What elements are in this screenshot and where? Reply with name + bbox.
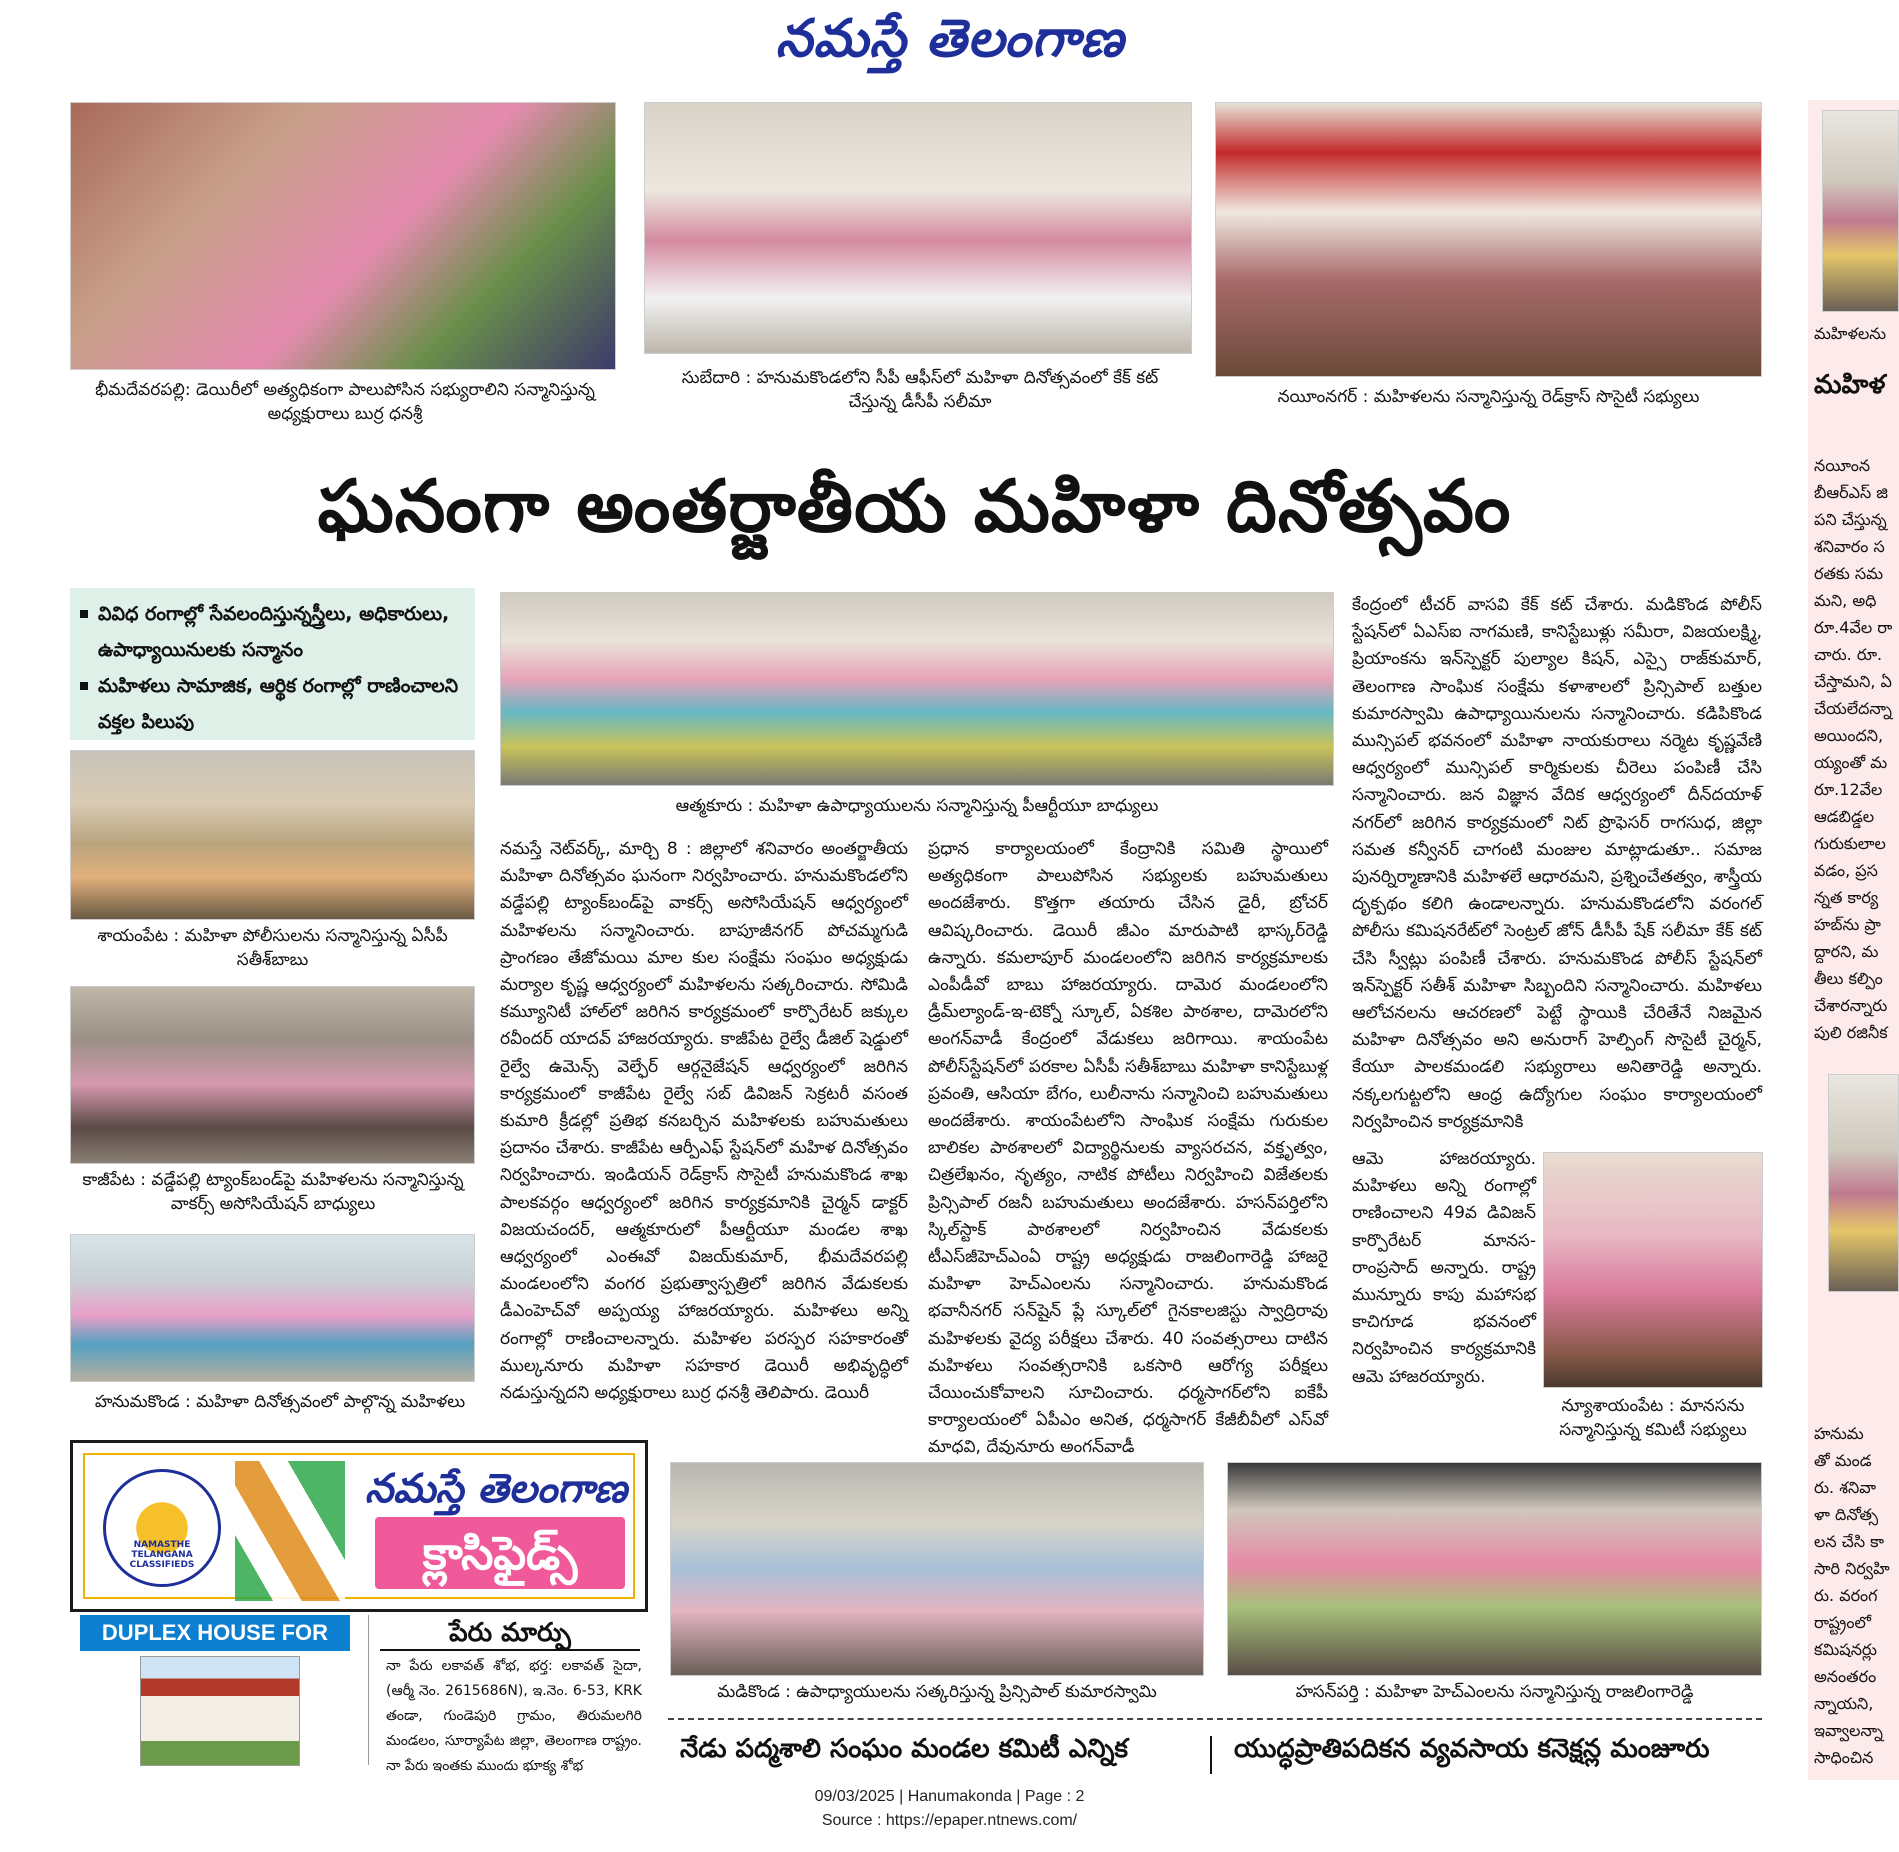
stripes-decoration <box>235 1461 345 1601</box>
classifieds-banner[interactable] <box>70 1440 648 1612</box>
main-headline: ఘనంగా అంతర్జాతీయ మహిళా దినోత్సవం <box>317 463 1512 548</box>
adjacent-text: నయీంన బీఆర్ఎస్ జి పని చేస్తున్న శనివారం స రతకు సమ మని, అధి రూ.4వేల రా చారు. రూ. చేస్తామని, ఏ చేయలేదన్నా అయిందని, య్యంతో మ రూ.12వేల ఆడబిడ్డల గురుకులాల వడం, ప్రస న్నత కార్య హబ్‌ను ప్రా ద్దారని, మ తీలు కల్పిం చేశారన్నారు పులి రజినీక <box>1814 456 1893 1042</box>
photo-caption: న్యూశాయంపేట : మానసను సన్మానిస్తున్న కమిటీ సభ్యులు <box>1559 1396 1747 1440</box>
classifieds-title: క్లాసిఫైడ్స్ <box>375 1517 625 1589</box>
article-column-3: కేంద్రంలో టీచర్ వాసవి కేక్ కట్ చేశారు. మడికొండ పోలీస్ స్టేషన్‌లో ఏఎస్ఐ నాగమణి, కానిస్టేబుళ్లు సమీరా, విజయలక్ష్మి, ప్రియాంకను ఇన్‌స్పెక్టర్ పుల్యాల కిషన్, ఎస్సై రాజ్‌కుమార్, తెలంగాణ సాంఘిక సంక్షేమ కళాశాలలో ప్రిన్సిపాల్ బత్తుల కుమారస్వామి ఉపాధ్యాయినులను సన్మానించారు. కడిపికొండ మున్సిపల్ భవనంలో మహిళా నాయకురాలు నర్మెట కృష్ణవేణి ఆధ్వర్యంలో మున్సిపల్ కార్మికులకు చీరెలు పంపిణీ చేసి సన్మానించారు. జన విజ్ఞాన వేదిక ఆధ్వర్యంలో దీన్‌దయాళ్ నగర్‌లో జరిగిన కార్యక్రమంలో నిట్ ప్రొఫెసర్ రాగసుధ, జిల్లా సమత కన్వీనర్ చాగంటి మంజుల మాట్లాడుతూ.. సమాజ పునర్నిర్మాణానికి మహిళలే ఆధారమని, ప్రశ్నించేతత్వం, శాస్త్రీయ దృక్పథం కలిగి ఉండాలన్నారు. హనుమకొండలోని వరంగల్ పోలీసు కమిషనరేట్‌లో సెంట్రల్ జోన్ డీసీపీ షేక్ సలీమా కేక్ కట్ చేసి స్వీట్లు పంపిణీ చేశారు. హనుమకొండ పోలీస్ స్టేషన్‌లో ఇన్‌స్పెక్టర్ సతీశ్ మహిళా సిబ్బందిని సన్మానించారు. మహిళలు ఆలోచనలను ఆచరణలో పెట్టే స్థాయికి చేరితేనే నిజమైన మహిళా దినోత్సవం అని అనురాగ్ హెల్పింగ్ సొసైటీ చైర్మన్, కేయూ పాలకమండలి సభ్యురాలు అనితారెడ్డి అన్నారు. నక్కలగుట్టలోని ఆంధ్ర ఉద్యోగుల సంఘం కార్యాలయంలో నిర్వహించిన కార్యక్రమానికి <box>1352 595 1762 1132</box>
photo-madikonda[interactable] <box>670 1462 1204 1676</box>
photo-caption: భీమదేవరపల్లి: డెయిరీలో అత్యధికంగా పాలుపోసిన సభ్యురాలిని సన్మానిస్తున్న అధ్యక్షురాలు బుర్ర ధనశ్రీ <box>95 380 595 424</box>
photo-hasanparthy[interactable] <box>1227 1462 1762 1676</box>
bullet-icon <box>80 682 88 690</box>
photo-adjacent-top[interactable] <box>1822 110 1899 312</box>
adjacent-caption: మహిళలను <box>1814 324 1887 343</box>
photo-caption: శాయంపేట : మహిళా పోలీసులను సన్మానిస్తున్న ఏసీపీ సతీశ్‌బాబు <box>97 926 448 970</box>
highlight-item: వివిధ రంగాల్లో సేవలందిస్తున్నస్త్రీలు, అధికారులు, ఉపాధ్యాయినులకు సన్మానం <box>80 596 465 668</box>
photo-caption: మడికొండ : ఉపాధ్యాయులను సత్కరిస్తున్న ప్రిన్సిపాల్ కుమారస్వామి <box>717 1682 1157 1702</box>
adjacent-text-2: హనుమ తో మండ రు. శనివా ళా దినోత్స లన చేసి కా సారి నిర్వహి రు. వరంగ రాష్ట్రంలో కమిషనర్లు అనంతరం న్నాయని, ఇవ్వాలన్నా సాధించిన <box>1814 1424 1890 1767</box>
ad-divider <box>368 1615 369 1765</box>
highlights-box <box>70 588 475 740</box>
ad-name-change-title[interactable]: పేరు మార్పు <box>380 1615 640 1651</box>
footer-source-link[interactable]: Source : https://epaper.ntnews.com/ <box>821 1812 1078 1829</box>
classifieds-seal-icon: NAMASTHE TELANGANA CLASSIFIEDS <box>103 1469 221 1587</box>
photo-adjacent-bottom[interactable] <box>1828 1074 1899 1292</box>
photo-caption: కాజీపేట : వడ్డేపల్లి ట్యాంక్‌బండ్‌పై మహిళలను సన్మానిస్తున్న వాకర్స్ అసోసియేషన్ బాధ్యులు <box>82 1170 464 1214</box>
footer-date-page: 09/03/2025 | Hanumakonda | Page : 2 <box>814 1788 1085 1805</box>
article-column-3b: ఆమె హాజరయ్యారు. మహిళలు అన్ని రంగాల్లో రాణించాలని 49వ డివిజన్ కార్పొరేటర్ మానస-రాంప్రసాద్ అన్నారు. రాష్ట్ర మున్నూరు కాపు మహాసభ కాచిగూడ భవనంలో నిర్వహించిన కార్యక్రమానికి ఆమె హాజరయ్యారు. <box>1352 1149 1536 1387</box>
article-column-2: ప్రధాన కార్యాలయంలో కేంద్రానికి సమితి స్థాయిలో అత్యధికంగా పాలుపోసిన సభ్యులకు బహుమతులు అందజేశారు. కొత్తగా తయారు చేసిన డైరీ, బ్రోచర్ ఆవిష్కరించారు. డెయిరీ జీఎం మారుపాటి భాస్కర్‌రెడ్డి ఉన్నారు. కమలాపూర్ మండలంలోని జరిగిన కార్యక్రమాలకు ఎంపీడీవో బాబు హాజరయ్యారు. దామెర మండలంలోని డ్రీమ్‌ల్యాండ్-ఇ-టెక్నో స్కూల్, ఏకశిల పాఠశాల, దామెరలోని అంగన్‌వాడీ కేంద్రంలో వేడుకలు జరిగాయి. శాయంపేట పోలీస్‌స్టేషన్‌లో పరకాల ఏసీపీ సతీశ్‌బాబు మహిళా కానిస్టేబుళ్ల ప్రవంతి, ఆసియా బేగం, లులీనాను సన్మానించి బహుమతులు అందజేశారు. శాయంపేటలోని సాంఘిక సంక్షేమ గురుకుల బాలికల పాఠశాలలో విద్యార్థినులకు వ్యాసరచన, వక్తృత్వం, చిత్రలేఖనం, నృత్యం, నాటిక పోటీలు నిర్వహించి విజేతలకు ప్రిన్సిపాల్ రజనీ బహుమతులు అందజేశారు. హసన్‌పర్తిలోని స్కిల్‌స్టాక్ పాఠశాలలో నిర్వహించిన వేడుకలకు టీఎస్‌జీహెచ్‌ఎంఏ రాష్ట్ర అధ్యక్షుడు రాజలింగారెడ్డి హాజరై మహిళా హెచ్‌ఎంలను సన్మానించారు. హనుమకొండ భవానీనగర్ సన్‌షైన్ ప్లే స్కూల్‌లో గైనకాలజిస్టు స్వాద్రిరావు మహిళలకు వైద్య పరీక్షలు చేశారు. 40 సంవత్సరాలు దాటిన మహిళలు సంవత్సరానికి ఒకసారి ఆరోగ్య పరీక్షలు చేయించుకోవాలని సూచించారు. ధర్మసాగర్‌లోని ఐకేపీ కార్యాలయంలో ఏపీఎం అనిత, ధర్మసాగర్ కేజీబీవీలో ఎస్‌వో మాధవి, దేవునూరు అంగన్‌వాడీ <box>928 839 1329 1458</box>
ad-name-change-body: నా పేరు లకావత్ శోభ, భర్త: లకావత్ సైదా, (ఆర్మీ నెం. 2615686N), ఇ.నెం. 6-53, KRK తండా, గుండెపురి గ్రామం, తిరుమలగిరి మండలం, సూర్యాపేట జిల్లా, తెలంగాణ రాష్ట్రం. నా పేరు ఇంతకు ముందు భూక్య శోభ <box>386 1658 642 1774</box>
photo-shayampet[interactable] <box>70 750 475 920</box>
classifieds-brand: నమస్తే తెలంగాణ <box>365 1465 628 1512</box>
photo-new-shayampet[interactable] <box>1543 1152 1763 1388</box>
article-column-1: నమస్తే నెట్‌వర్క్, మార్చి 8 : జిల్లాలో శనివారం అంతర్జాతీయ మహిళా దినోత్సవం ఘనంగా నిర్వహించారు. హనుమకొండలోని వడ్డేపల్లి ట్యాంక్‌బండ్‌పై వాకర్స్ అసోసియేషన్ ఆధ్వర్యంలో మహిళలను సన్మానించారు. బాపూజీనగర్ పోచమ్మగుడి ప్రాంగణం తేజోమయి మాల కుల సంక్షేమ సంఘం అధ్యక్షుడు మర్యాల కృష్ణ ఆధ్వర్యంలో మహిళలను సత్కరించారు. సోమిడి కమ్యూనిటీ హాల్‌లో జరిగిన కార్యక్రమంలో కార్పొరేటర్ జక్కుల రవీందర్ యాదవ్ హాజరయ్యారు. కాజీపేట రైల్వే డీజిల్ షెడ్డులో రైల్వే ఉమెన్స్ వెల్ఫేర్ ఆర్గనైజేషన్ ఆధ్వర్యంలో జరిగిన కార్యక్రమంలో కాజీపేట రైల్వే సబ్ డివిజన్ సెక్రటరీ వసంత కుమారి క్రీడల్లో ప్రతిభ కనబర్చిన మహిళలకు బహుమతులు ప్రదానం చేశారు. కాజీపేట ఆర్పీఎఫ్ స్టేషన్‌లో మహిళ దినోత్సవం నిర్వహించారు. ఇండియన్ రెడ్‌క్రాస్ సొసైటీ హనుమకొండ శాఖ పాలకవర్గం ఆధ్వర్యంలో జరిగిన కార్యక్రమానికి చైర్మన్ డాక్టర్ విజయచందర్, ఆత్మకూరులో పీఆర్టీయూ మండల శాఖ ఆధ్వర్యంలో ఎంఈవో విజయ్‌కుమార్, భీమదేవరపల్లి మండలంలోని వంగర ప్రభుత్వాస్పత్రిలో జరిగిన వేడుకలకు డీఎంహెచ్‌వో అప్పయ్య హాజరయ్యారు. మహిళలు అన్ని రంగాల్లో రాణించాలన్నారు. మహిళల పరస్పర సహకారంతో ముల్కనూరు మహిళా సహకార డెయిరీ అభివృద్ధిలో నడుస్తున్నదని అధ్యక్షురాలు బుర్ర ధనశ్రీ తెలిపారు. డెయిరీ <box>500 839 908 1404</box>
ad-duplex-title[interactable]: DUPLEX HOUSE FOR <box>80 1615 350 1651</box>
photo-nayeemnagar[interactable] <box>1215 102 1762 377</box>
masthead-logo[interactable]: నమస్తే తెలంగాణ <box>775 8 1125 69</box>
photo-caption: హనుమకొండ : మహిళా దినోత్సవంలో పాల్గొన్న మహిళలు <box>94 1392 466 1412</box>
photo-atmakur[interactable] <box>500 592 1334 786</box>
classifieds-frame <box>83 1453 635 1599</box>
photo-caption: ఆత్మకూరు : మహిళా ఉపాధ్యాయులను సన్మానిస్తున్న పీఆర్టీయూ బాధ్యులు <box>675 796 1159 816</box>
bullet-icon <box>80 610 88 618</box>
photo-caption: సుబేదారి : హనుమకొండలోని సీపీ ఆఫీస్‌లో మహిళా దినోత్సవంలో కేక్ కట్ చేస్తున్న డీసీపీ సలీమా <box>681 368 1159 412</box>
photo-bheemadevarapalli[interactable] <box>70 102 616 370</box>
photo-hanumakonda[interactable] <box>70 1234 475 1382</box>
highlight-item: మహిళలు సామాజిక, ఆర్థిక రంగాల్లో రాణించాలని వక్తల పిలుపు <box>80 668 465 740</box>
section-divider <box>668 1718 1762 1720</box>
column-divider <box>1210 1736 1212 1774</box>
headline-padmashali: నేడు పద్మశాలి సంఘం మండల కమిటీ ఎన్నిక <box>680 1734 1128 1764</box>
photo-caption: హసన్‌పర్తి : మహిళా హెచ్‌ఎంలను సన్మానిస్తున్న రాజలింగారెడ్డి <box>1295 1682 1694 1702</box>
photo-subedari[interactable] <box>644 102 1192 354</box>
house-image <box>140 1656 300 1766</box>
adjacent-headline: మహిళ <box>1814 370 1886 400</box>
photo-kazipet[interactable] <box>70 986 475 1164</box>
photo-caption: నయీంనగర్ : మహిళలను సన్మానిస్తున్న రెడ్‌క్రాస్ సొసైటీ సభ్యులు <box>1277 387 1700 407</box>
headline-agri-connections: యుద్ధప్రాతిపదికన వ్యవసాయ కనెక్షన్ల మంజూరు <box>1234 1734 1710 1764</box>
